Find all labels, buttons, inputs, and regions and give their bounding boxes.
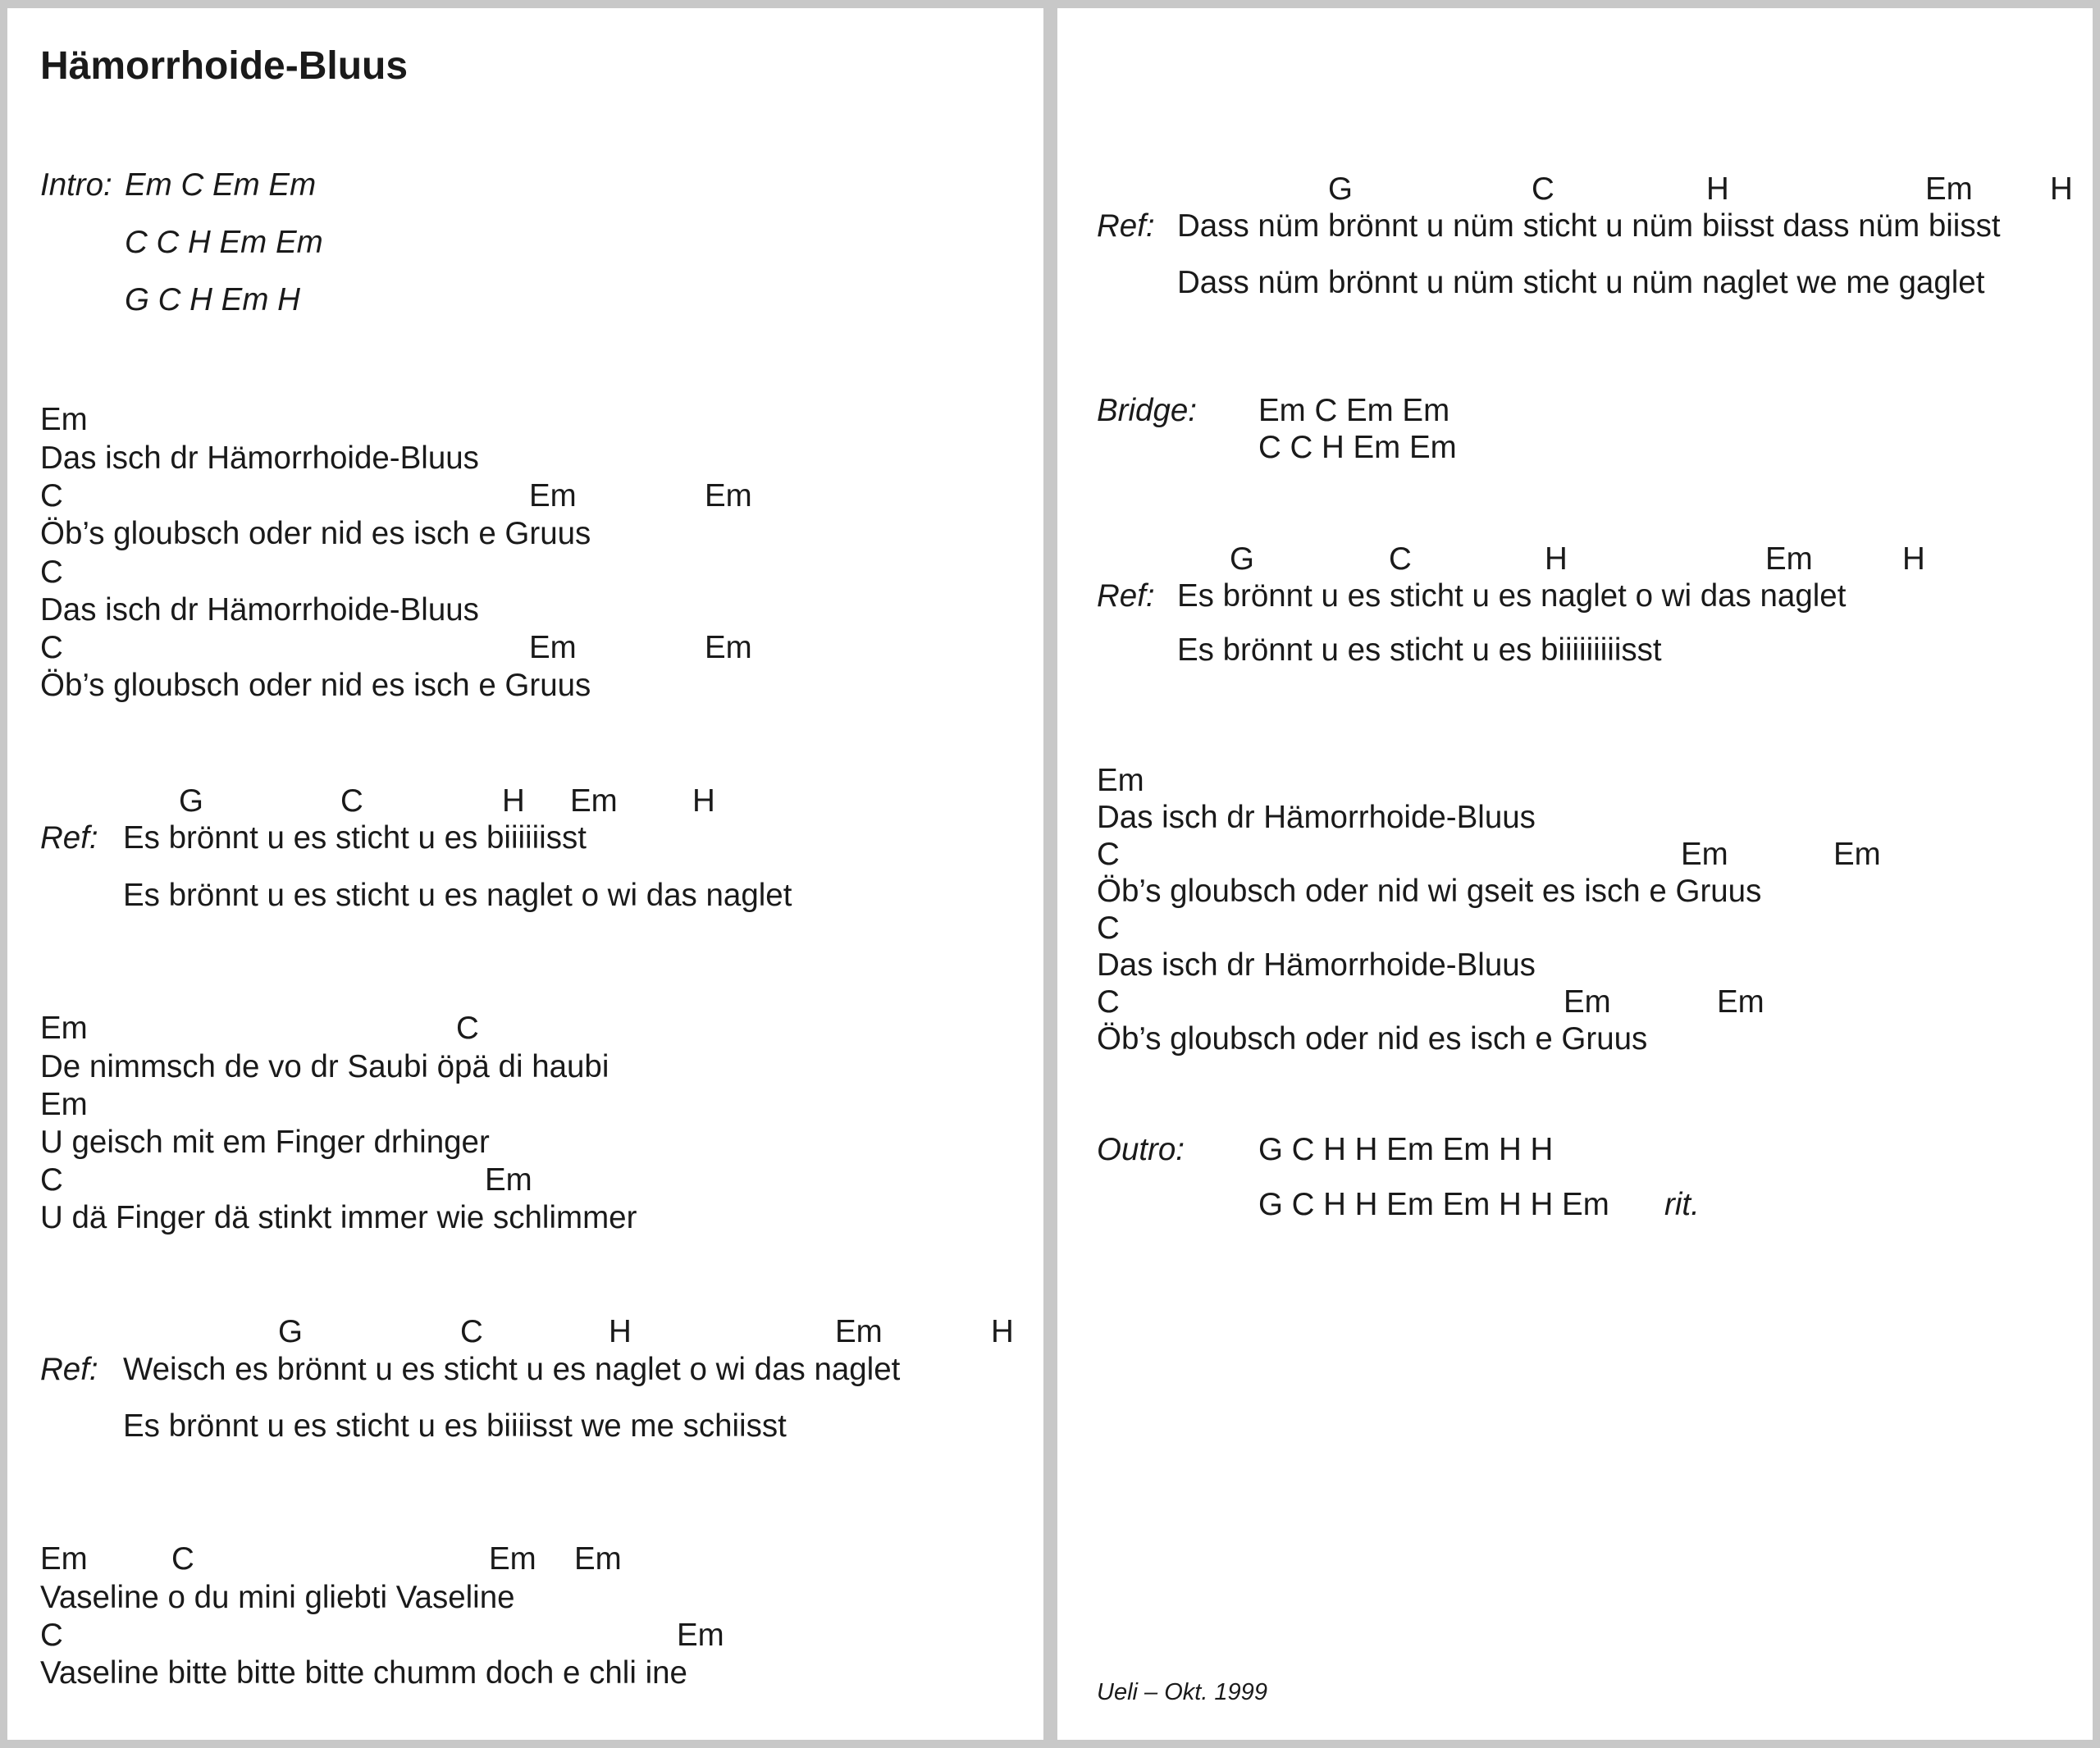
chord: Em [1925,171,1973,207]
chord: C [456,1011,479,1046]
chord: Em [485,1162,532,1198]
chord: C [460,1314,483,1349]
chord: C [171,1541,194,1577]
outro-label: Outro: [1097,1132,1185,1167]
chord: C [40,478,63,513]
chord: H [1706,171,1729,207]
author-signature: Ueli – Okt. 1999 [1097,1679,1267,1705]
chord: Em [40,402,88,437]
lyric-line: U dä Finger dä stinkt immer wie schlimmer [40,1200,637,1235]
intro-line: C C H Em Em [125,225,323,260]
lyric-line: Öb’s gloubsch oder nid es isch e Gruus [1097,1021,1648,1057]
lyric-line: Vaseline o du mini gliebti Vaseline [40,1580,515,1615]
chord: C [1389,541,1412,577]
chord: H [1902,541,1925,577]
lyric-line: Das isch dr Hämorrhoide-Bluus [1097,800,1536,835]
chord: C [1097,911,1120,946]
chord: Em [40,1011,88,1046]
ref-label: Ref: [40,1352,98,1387]
chord: G [1328,171,1353,207]
lyric-line: Dass nüm brönnt u nüm sticht u nüm naglet we me gaglet [1177,265,1985,300]
chord: C [1097,984,1120,1020]
ritardando-marking: rit. [1664,1187,1700,1222]
chord: Em [40,1087,88,1122]
song-title: Hämorrhoide-Bluus [40,44,409,88]
chord: C [40,630,63,665]
chord: Em [489,1541,536,1577]
chord: H [692,783,715,819]
chord: Em [1833,837,1881,872]
lyric-line: Öb’s gloubsch oder nid es isch e Gruus [40,516,591,551]
chord: C [1097,837,1120,872]
chord: H [991,1314,1014,1349]
chord: C [340,783,363,819]
chord: C [1532,171,1554,207]
chord: G [179,783,203,819]
intro-label: Intro: [40,167,112,203]
ref-label: Ref: [40,820,98,856]
lyric-line: Es brönnt u es sticht u es biiiiiiiiisst [1177,632,1662,668]
chord: Em [705,478,752,513]
chord: H [609,1314,632,1349]
chord: C [40,1618,63,1653]
chord: H [2050,171,2073,207]
outro-line: G C H H Em Em H H Em [1258,1187,1609,1222]
intro-line: Em C Em Em [125,167,317,203]
lyric-line: Es brönnt u es sticht u es naglet o wi das naglet [1177,578,1847,614]
right-page [1057,8,2093,1740]
outro-line: G C H H Em Em H H [1258,1132,1554,1167]
chord: Em [1765,541,1813,577]
lyric-line: Das isch dr Hämorrhoide-Bluus [40,592,479,628]
lyric-line: Vaseline bitte bitte bitte chumm doch e chli ine [40,1655,687,1691]
chord: Em [835,1314,883,1349]
left-page [7,8,1043,1740]
bridge-line: C C H Em Em [1258,430,1457,465]
chord: Em [574,1541,622,1577]
lyric-line: Öb’s gloubsch oder nid es isch e Gruus [40,668,591,703]
lyric-line: Es brönnt u es sticht u es biiiiiisst [123,820,587,856]
chord: G [1230,541,1254,577]
ref-label: Ref: [1097,578,1155,614]
lyric-line: Es brönnt u es sticht u es biiiisst we me schiisst [123,1408,787,1444]
bridge-line: Em C Em Em [1258,393,1450,428]
chord: Em [529,630,577,665]
lyric-line: U geisch mit em Finger drhinger [40,1125,490,1160]
bridge-label: Bridge: [1097,393,1197,428]
lyric-line: Es brönnt u es sticht u es naglet o wi das naglet [123,878,792,913]
chord: G [278,1314,303,1349]
chord: Em [1717,984,1764,1020]
chord: Em [677,1618,724,1653]
lyric-line: Öb’s gloubsch oder nid wi gseit es isch e Gruus [1097,874,1762,909]
lyric-line: Das isch dr Hämorrhoide-Bluus [40,440,479,476]
chord: Em [1681,837,1728,872]
lyric-line: Das isch dr Hämorrhoide-Bluus [1097,947,1536,983]
lyric-line: De nimmsch de vo dr Saubi öpä di haubi [40,1049,609,1084]
ref-label: Ref: [1097,208,1155,244]
chord: Em [705,630,752,665]
chord: Em [1097,763,1144,798]
chord: Em [40,1541,88,1577]
chord: Em [1564,984,1611,1020]
chord: Em [570,783,618,819]
chord: C [40,555,63,590]
lyric-line: Weisch es brönnt u es sticht u es naglet o wi das naglet [123,1352,901,1387]
chord: H [1545,541,1568,577]
chord: H [502,783,525,819]
intro-line: G C H Em H [125,282,300,317]
chord: Em [529,478,577,513]
chord: C [40,1162,63,1198]
lyric-line: Dass nüm brönnt u nüm sticht u nüm biisst dass nüm biisst [1177,208,2001,244]
